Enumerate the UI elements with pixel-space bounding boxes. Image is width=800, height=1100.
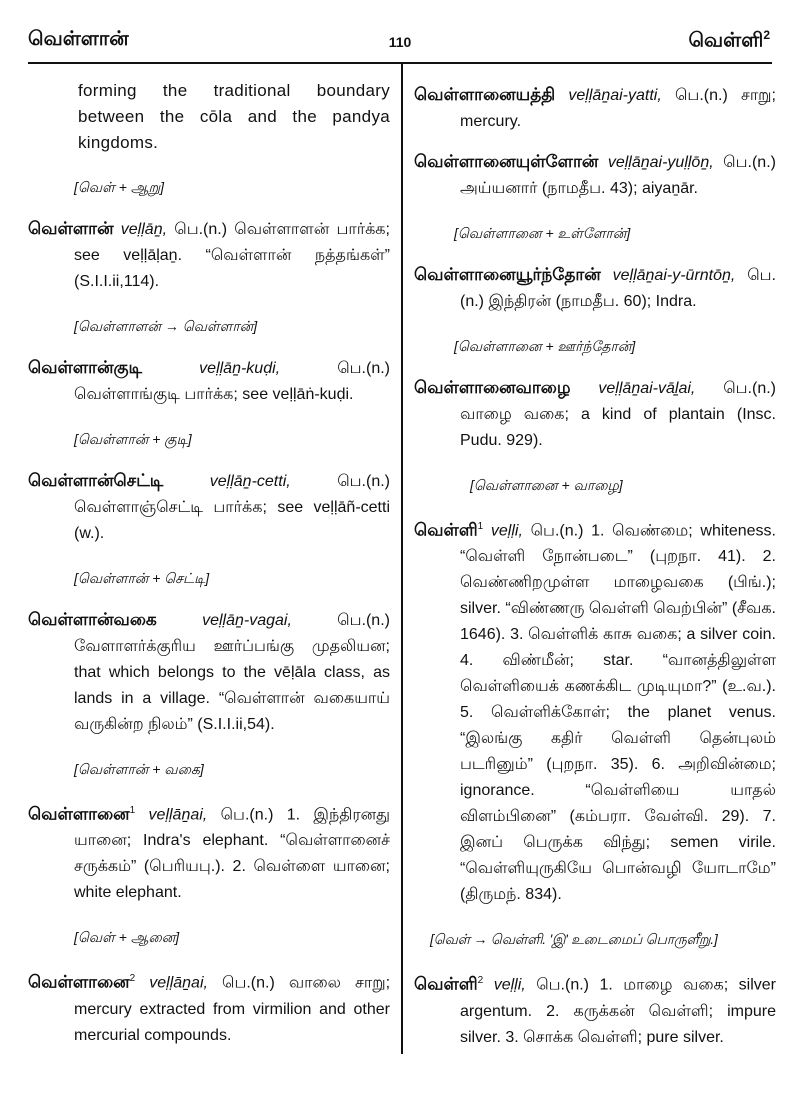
headword: வெள்ளானை — [28, 804, 130, 824]
homonym-number: 2 — [477, 975, 484, 987]
etymology: [வெள்ளானை + ஊர்ந்தோன்] — [454, 338, 636, 354]
dictionary-entry — [28, 355, 390, 408]
continuation-text: forming the traditional boundary between the cōla and the pandya kingdoms. — [78, 81, 390, 152]
homonym-number: 1 — [129, 805, 136, 816]
etymology: [வெள்ளானை + வாழை] — [470, 477, 623, 493]
dictionary-entry — [28, 468, 390, 547]
dictionary-entry — [414, 82, 776, 135]
transliteration: veḷḷi, — [490, 522, 523, 540]
etymology: [வெள் + ஆனை] — [74, 929, 180, 946]
definition: பெ.(n.) வெள்ளாளன் பார்க்க; see veḷḷāḷaṉ. “வெள்ளான் நத்தங்கள்” (S.I.I.ii,114). — [74, 221, 390, 290]
dictionary-entry — [28, 216, 390, 295]
headword: வெள்ளானையூர்ந்தோன் — [414, 265, 601, 284]
homonym-number: 1 — [477, 521, 484, 532]
dictionary-entry — [28, 798, 390, 906]
definition: பெ.(n.) சாறு; mercury. — [460, 87, 776, 130]
definition: பெ.(n.) வெள்ளாஞ்செட்டி பார்க்க; see veḷḷāñ-cetti (w.). — [74, 473, 390, 542]
definition: பெ.(n.) வேளாளர்க்குரிய ஊர்ப்பங்கு முதலியன; that which belongs to the vēḷāla class, as lands in a village. “வெள்ளான் வகையாய் வருகின்ற நிலம்” (S.I.I.ii,54). — [74, 612, 390, 733]
running-head-right-sup: 2 — [763, 28, 770, 42]
left-column — [28, 78, 390, 1059]
headword: வெள்ளானையத்தி — [414, 85, 556, 104]
definition: பெ.(n.) 1. மாழை வகை; silver argentum. 2. கருக்கன் வெள்ளி; impure silver. 3. சொக்க வெள்ளி; pure silver. — [460, 976, 776, 1046]
definition: பெ.(n.) வாலை சாறு; mercury extracted from virmilion and other mercurial compounds. — [74, 974, 391, 1044]
page-number: 110 — [388, 34, 412, 50]
headword: வெள்ளான்வகை — [28, 610, 157, 629]
dictionary-entry — [414, 968, 776, 1050]
transliteration: veḷḷāṉai-y-ūrntōṉ, — [612, 267, 736, 284]
etymology: [வெள்ளாளன் → வெள்ளான்] — [74, 318, 258, 334]
running-head-right — [688, 28, 770, 55]
definition: பெ.(n.) அய்யனார் (நாமதீப. 43); aiyaṉār. — [460, 154, 776, 197]
dictionary-entry — [414, 375, 776, 454]
transliteration: veḷḷāṉ-cetti, — [209, 473, 291, 490]
definition: பெ.(n.) வெள்ளாங்குடி பார்க்க; see veḷḷāṅ-kuḍi. — [74, 360, 390, 403]
etymology: [வெள் + ஆறு] — [74, 179, 165, 195]
headword: வெள்ளான் — [28, 219, 114, 238]
transliteration: veḷḷāṉai, — [148, 806, 208, 824]
dictionary-entry — [414, 262, 776, 315]
definition: பெ.(n.) 1. இந்திரனது யானை; Indra's elephant. “வெள்ளானைச் சருக்கம்” (பெரியபு.). 2. வெள்ளை யானை; white elephant. — [74, 806, 390, 902]
transliteration: veḷḷāṉai-yuḷḷōṉ, — [607, 154, 714, 171]
etymology: [வெள் → வெள்ளி. 'இ' உடைமைப் பொருளீறு.] — [430, 931, 718, 948]
headword: வெள்ளானைவாழை — [414, 378, 571, 397]
definition: பெ.(n.) வாழை வகை; a kind of plantain (Insc. Pudu. 929). — [460, 380, 776, 449]
etymology: [வெள்ளான் + வகை] — [74, 761, 204, 777]
running-head-right-word: வெள்ளி — [688, 29, 764, 52]
transliteration: veḷḷāṉ, — [120, 221, 168, 238]
headword: வெள்ளி — [414, 520, 478, 540]
running-head-left: வெள்ளான் — [28, 28, 129, 50]
etymology: [வெள்ளான் + செட்டி] — [74, 570, 210, 586]
transliteration: veḷḷāṉai-vāḻai, — [598, 380, 696, 397]
definition: பெ.(n.) 1. வெண்மை; whiteness. “வெள்ளி நோன்படை” (புறநா. 41). 2. வெண்ணிறமுள்ள மாழைவகை (பிங்.); silver. “விண்ணரு வெள்ளி வெற்பின்” (சீவக. 1646). 3. வெள்ளிக் காசு வகை; a silver coin. 4. விண்மீன்; star. “வானத்திலுள்ள வெள்ளியைக் கணக்கிட முடியுமா?” (உ.வ.). 5. வெள்ளிக்கோள்; the planet venus. “இலங்கு கதிர் வெள்ளி தென்புலம் படரினும்” (புறநா. 35). 6. அறிவின்மை; ignorance. “வெள்ளியை யாதல் விளம்பினை” (கம்பரா. வேள்வி. 29). 7. இனப் பெருக்க விந்து; semen virile. “வெள்ளியுருகியே பொன்வழி யோடாமே” (திருமந். 834). — [460, 522, 776, 904]
headword: வெள்ளி — [414, 974, 478, 994]
headword: வெள்ளான்செட்டி — [28, 471, 164, 490]
dictionary-entry — [28, 966, 390, 1048]
column-divider — [401, 64, 403, 1054]
transliteration: veḷḷāṉai-yatti, — [568, 87, 662, 104]
homonym-number: 2 — [129, 973, 136, 985]
right-column — [414, 78, 776, 1061]
transliteration: veḷḷāṉ-vagai, — [202, 612, 292, 629]
dictionary-entry — [414, 149, 776, 202]
headword: வெள்ளானை — [28, 972, 130, 992]
dictionary-entry — [28, 607, 390, 738]
headword: வெள்ளானையுள்ளோன் — [414, 152, 599, 171]
transliteration: veḷḷāṉai, — [149, 974, 208, 992]
transliteration: veḷḷāṉ-kuḍi, — [199, 360, 281, 377]
transliteration: veḷḷi, — [493, 976, 526, 994]
etymology: [வெள்ளான் + குடி] — [74, 431, 192, 447]
header-rule — [28, 62, 772, 64]
etymology: [வெள்ளானை + உள்ளோன்] — [454, 225, 631, 241]
dictionary-entry — [414, 514, 776, 908]
definition: பெ.(n.) இந்திரன் (நாமதீப. 60); Indra. — [460, 267, 776, 310]
headword: வெள்ளான்குடி — [28, 358, 143, 377]
